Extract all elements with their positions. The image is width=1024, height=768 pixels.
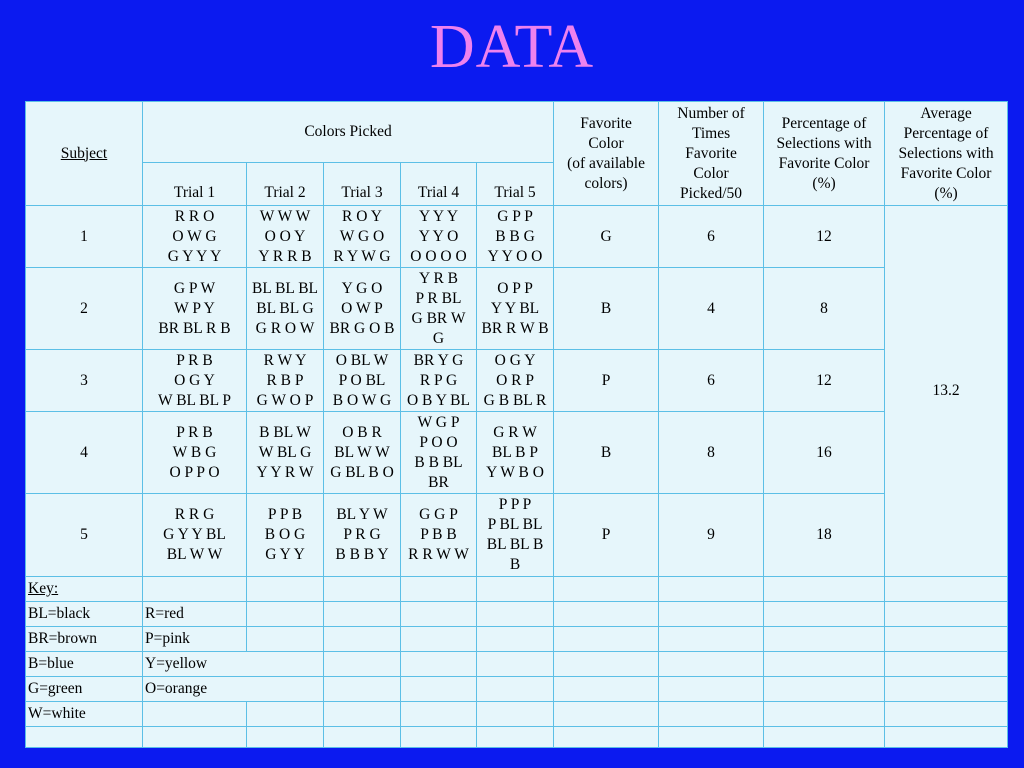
subject-cell: 4 xyxy=(26,412,143,494)
times-cell: 4 xyxy=(659,268,764,350)
trial-cell: O BL W P O BL B O W G xyxy=(324,350,401,412)
times-cell: 8 xyxy=(659,412,764,494)
slide-title: DATA xyxy=(429,13,595,81)
percent-cell: 12 xyxy=(764,206,885,268)
key-row xyxy=(26,577,1008,602)
trial-cell: P P P P BL BL BL BL B B xyxy=(477,494,554,577)
trial-4-header: Trial 4 xyxy=(401,163,477,206)
percent-cell: 18 xyxy=(764,494,885,577)
table-row xyxy=(26,412,1008,494)
key-row xyxy=(26,727,1008,748)
trial-cell: R W Y R B P G W O P xyxy=(247,350,324,412)
table-row xyxy=(26,268,1008,350)
average-cell: 13.2 xyxy=(885,206,1008,577)
trial-cell: Y R B P R BL G BR W G xyxy=(401,268,477,350)
colors-picked-header: Colors Picked xyxy=(143,102,554,163)
key-entry: O=orange xyxy=(143,677,324,702)
trial-cell: G G P P B B R R W W xyxy=(401,494,477,577)
times-cell: 6 xyxy=(659,350,764,412)
trial-cell: P R B W B G O P P O xyxy=(143,412,247,494)
favorite-cell: G xyxy=(554,206,659,268)
trial-cell: O G Y O R P G B BL R xyxy=(477,350,554,412)
key-entry: R=red xyxy=(143,602,247,627)
average-header: Average Percentage of Selections with Favorite Color (%) xyxy=(885,102,1008,206)
key-row xyxy=(26,652,1008,677)
trial-cell: G R W BL B P Y W B O xyxy=(477,412,554,494)
favorite-color-header: Favorite Color (of available colors) xyxy=(554,102,659,206)
trial-cell: Y G O O W P BR G O B xyxy=(324,268,401,350)
trial-cell: O P P Y Y BL BR R W B xyxy=(477,268,554,350)
trial-cell: B BL W W BL G Y Y R W xyxy=(247,412,324,494)
trial-cell: W G P P O O B B BL BR xyxy=(401,412,477,494)
trial-3-header: Trial 3 xyxy=(324,163,401,206)
trial-cell: G P W W P Y BR BL R B xyxy=(143,268,247,350)
subject-cell: 5 xyxy=(26,494,143,577)
favorite-cell: B xyxy=(554,268,659,350)
percent-cell: 8 xyxy=(764,268,885,350)
key-entry: P=pink xyxy=(143,627,247,652)
trial-cell: G P P B B G Y Y O O xyxy=(477,206,554,268)
trial-cell: Y Y Y Y Y O O O O O xyxy=(401,206,477,268)
favorite-cell: P xyxy=(554,494,659,577)
trial-cell: O B R BL W W G BL B O xyxy=(324,412,401,494)
trial-cell: P R B O G Y W BL BL P xyxy=(143,350,247,412)
data-table xyxy=(25,101,1008,748)
key-row xyxy=(26,677,1008,702)
percent-cell: 16 xyxy=(764,412,885,494)
trial-cell: BL Y W P R G B B B Y xyxy=(324,494,401,577)
key-row xyxy=(26,702,1008,727)
percentage-header: Percentage of Selections with Favorite Color (%) xyxy=(764,102,885,206)
table-row xyxy=(26,206,1008,268)
trial-2-header: Trial 2 xyxy=(247,163,324,206)
trial-cell: BL BL BL BL BL G G R O W xyxy=(247,268,324,350)
key-entry: BR=brown xyxy=(26,627,143,652)
key-label: Key: xyxy=(26,577,143,602)
trial-5-header: Trial 5 xyxy=(477,163,554,206)
key-entry: Y=yellow xyxy=(143,652,324,677)
key-row xyxy=(26,627,1008,652)
subject-cell: 3 xyxy=(26,350,143,412)
times-picked-header: Number of Times Favorite Color Picked/50 xyxy=(659,102,764,206)
table-row xyxy=(26,350,1008,412)
subject-cell: 2 xyxy=(26,268,143,350)
trial-cell: P P B B O G G Y Y xyxy=(247,494,324,577)
key-entry: BL=black xyxy=(26,602,143,627)
subject-cell: 1 xyxy=(26,206,143,268)
trial-cell: W W W O O Y Y R R B xyxy=(247,206,324,268)
trial-cell: R R G G Y Y BL BL W W xyxy=(143,494,247,577)
trial-cell: BR Y G R P G O B Y BL xyxy=(401,350,477,412)
key-entry: G=green xyxy=(26,677,143,702)
subject-header: Subject xyxy=(26,102,143,206)
key-entry: W=white xyxy=(26,702,143,727)
times-cell: 9 xyxy=(659,494,764,577)
favorite-cell: P xyxy=(554,350,659,412)
trial-cell: R O Y W G O R Y W G xyxy=(324,206,401,268)
percent-cell: 12 xyxy=(764,350,885,412)
key-row xyxy=(26,602,1008,627)
favorite-cell: B xyxy=(554,412,659,494)
times-cell: 6 xyxy=(659,206,764,268)
table-row xyxy=(26,494,1008,577)
trial-1-header: Trial 1 xyxy=(143,163,247,206)
key-entry: B=blue xyxy=(26,652,143,677)
trial-cell: R R O O W G G Y Y Y xyxy=(143,206,247,268)
